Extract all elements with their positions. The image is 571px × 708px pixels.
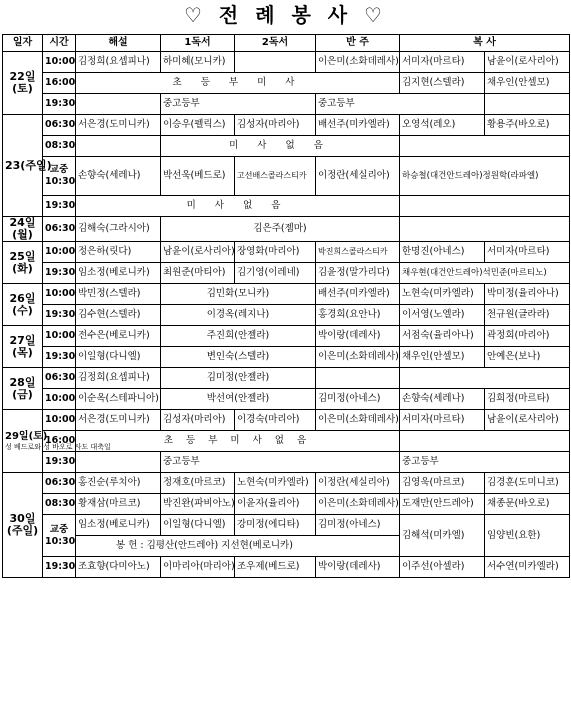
cell: 이은미(소화데레사) xyxy=(316,347,400,368)
cell: 장영화(마리아) xyxy=(235,242,316,263)
table-row xyxy=(3,196,570,217)
cell: 도재만(안드레아) xyxy=(400,494,485,515)
cell: 조효향(다미아노) xyxy=(76,557,161,578)
cell: 노현숙(미카엘라) xyxy=(235,473,316,494)
table-row xyxy=(3,389,570,410)
header-accompaniment: 반 주 xyxy=(316,35,400,52)
cell xyxy=(316,368,400,389)
time-cell: 19:30 xyxy=(43,263,76,284)
cell: 서미자(마르타) xyxy=(485,242,570,263)
cell xyxy=(400,368,570,389)
time-cell: 교중 10:30 xyxy=(43,157,76,196)
merged-cell: 이경옥(레지나) xyxy=(161,305,316,326)
date-cell: 22일 (토) xyxy=(3,52,43,115)
cell: 중고등부 xyxy=(400,452,570,473)
cell: 이정란(세실리아) xyxy=(316,473,400,494)
time-cell: 06:30 xyxy=(43,115,76,136)
cell: 박민정(스텔라) xyxy=(76,284,161,305)
cell xyxy=(76,94,161,115)
cell: 박진희스콜라스티카 xyxy=(316,242,400,263)
cell: 박선욱(베드로) xyxy=(161,157,235,196)
table-row xyxy=(3,242,570,263)
cell: 안예은(보나) xyxy=(485,347,570,368)
merged-cell: 초 등 부 미 사 없 음 xyxy=(76,431,400,452)
cell: 서점숙(율리아나) xyxy=(400,326,485,347)
cell: 이경숙(마리아) xyxy=(235,410,316,431)
feast-note: 성 베드로와 성 바오로 사도 대축일 xyxy=(5,443,111,451)
cell: 홍경희(요안나) xyxy=(316,305,400,326)
cell: 남윤이(로사리아) xyxy=(485,52,570,73)
time-cell: 16:00 xyxy=(43,73,76,94)
header-date: 일자 xyxy=(3,35,43,52)
table-row xyxy=(3,473,570,494)
table-row xyxy=(3,263,570,284)
time-cell: 교중 10:30 xyxy=(43,515,76,557)
merged-cell: 김은주(젬마) xyxy=(161,217,400,242)
cell: 이주선(아셀라) xyxy=(400,557,485,578)
cell: 이일형(다니엘) xyxy=(161,515,235,536)
cell: 김윤정(말가리다) xyxy=(316,263,400,284)
header-reading1: 1독서 xyxy=(161,35,235,52)
cell: 배선주(미카엘라) xyxy=(316,115,400,136)
cell: 김지현(스텔라) xyxy=(400,73,485,94)
merged-cell: 주진희(안젤라) xyxy=(161,326,316,347)
time-cell: 08:30 xyxy=(43,494,76,515)
merged-cell: 변인숙(스텔라) xyxy=(161,347,316,368)
table-row xyxy=(3,136,570,157)
cell: 곽정희(마리아) xyxy=(485,326,570,347)
date-cell: 26일 (수) xyxy=(3,284,43,326)
cell: 한명진(아네스) xyxy=(400,242,485,263)
table-row xyxy=(3,157,570,196)
date-cell: 25일 (화) xyxy=(3,242,43,284)
cell xyxy=(400,196,570,217)
cell: 김성자(마리아) xyxy=(235,115,316,136)
merged-cell: 김미정(안젤라) xyxy=(161,368,316,389)
time-cell: 10:00 xyxy=(43,410,76,431)
table-row xyxy=(3,347,570,368)
time-cell: 08:30 xyxy=(43,136,76,157)
table-row xyxy=(3,452,570,473)
time-cell: 10:00 xyxy=(43,242,76,263)
cell: 채우인(안셀모) xyxy=(485,73,570,94)
date-cell: 27일 (목) xyxy=(3,326,43,368)
date-cell: 23(주일) xyxy=(3,115,43,217)
cell: 서미자(마르타) xyxy=(400,410,485,431)
time-cell: 19:30 xyxy=(43,305,76,326)
cell: 홍진순(루치아) xyxy=(76,473,161,494)
table-row xyxy=(3,305,570,326)
cell: 노현숙(미카엘라) xyxy=(400,284,485,305)
cell: 서은경(도미니카) xyxy=(76,115,161,136)
cell: 임소정(베로니카) xyxy=(76,515,161,536)
merged-cell: 김민화(모니카) xyxy=(161,284,316,305)
cell: 황용주(바오로) xyxy=(485,115,570,136)
merged-cell: 미 사 없 음 xyxy=(76,196,400,217)
cell: 서은경(도미니카) xyxy=(76,410,161,431)
cell: 김해석(미카엘) xyxy=(400,515,485,557)
date-cell: 28일 (금) xyxy=(3,368,43,410)
date-cell: 29일(토) 성 베드로와 성 바오로 사도 대축일 xyxy=(3,410,43,473)
table-row xyxy=(3,410,570,431)
time-cell: 06:30 xyxy=(43,368,76,389)
liturgy-schedule-table xyxy=(2,34,570,578)
date-cell: 24일 (월) xyxy=(3,217,43,242)
cell: 김미정(아네스) xyxy=(316,389,400,410)
cell: 최원준(마티아) xyxy=(161,263,235,284)
cell: 중고등부 xyxy=(161,94,316,115)
table-row xyxy=(3,284,570,305)
time-cell: 19:30 xyxy=(43,196,76,217)
table-row xyxy=(3,368,570,389)
time-cell: 19:30 xyxy=(43,347,76,368)
cell: 손향숙(세레나) xyxy=(400,389,485,410)
time-cell: 19:30 xyxy=(43,452,76,473)
cell: 채종문(바오로) xyxy=(485,494,570,515)
header-row xyxy=(3,35,570,52)
cell: 이윤자(율리아) xyxy=(235,494,316,515)
cell: 중고등부 xyxy=(161,452,400,473)
offertory-cell: 봉 헌 : 김평산(안드레아) 지선현(베로니카) xyxy=(76,536,400,557)
table-row xyxy=(3,115,570,136)
cell: 배선주(미카엘라) xyxy=(316,284,400,305)
header-altar-server: 복 사 xyxy=(400,35,570,52)
cell: 박미정(율리아나) xyxy=(485,284,570,305)
cell: 전수은(베로니카) xyxy=(76,326,161,347)
cell: 정은하(릿다) xyxy=(76,242,161,263)
cell: 김영욱(마르코) xyxy=(400,473,485,494)
cell: 김정희(요셉피나) xyxy=(76,52,161,73)
cell: 이일형(다니엘) xyxy=(76,347,161,368)
cell: 임양빈(요한) xyxy=(485,515,570,557)
cell: 김해숙(그라시아) xyxy=(76,217,161,242)
cell: 정재호(마르코) xyxy=(161,473,235,494)
table-row xyxy=(3,326,570,347)
cell: 박이랑(데레사) xyxy=(316,326,400,347)
cell: 서수연(미카엘라) xyxy=(485,557,570,578)
cell xyxy=(235,52,316,73)
cell: 이은미(소화데레사) xyxy=(316,410,400,431)
cell: 천규원(글라라) xyxy=(485,305,570,326)
time-cell: 19:30 xyxy=(43,557,76,578)
table-row xyxy=(3,94,570,115)
merged-cell: 박선여(안젤라) xyxy=(161,389,316,410)
time-cell: 16:00 xyxy=(43,431,76,452)
page-title: ♡ 전 례 봉 사 ♡ xyxy=(184,3,387,27)
cell: 하승철(대건안드레아)정원학(라파엘) xyxy=(400,157,570,196)
cell: 오영석(레오) xyxy=(400,115,485,136)
cell: 이마리아(마리아) xyxy=(161,557,235,578)
merged-cell: 초 등 부 미 사 xyxy=(76,73,400,94)
cell xyxy=(76,452,161,473)
cell: 남윤이(로사리아) xyxy=(161,242,235,263)
table-row xyxy=(3,515,570,536)
cell: 이은미(소화데레사) xyxy=(316,494,400,515)
cell: 이정란(세실리아) xyxy=(316,157,400,196)
cell: 서미자(마르타) xyxy=(400,52,485,73)
cell: 이순옥(스테파니아) xyxy=(76,389,161,410)
cell: 고선배스콜라스티카 xyxy=(235,157,316,196)
cell: 손향숙(세레나) xyxy=(76,157,161,196)
cell: 채우인(안셀모) xyxy=(400,347,485,368)
cell: 임소정(베로니카) xyxy=(76,263,161,284)
cell: 김정희(요셉피나) xyxy=(76,368,161,389)
cell: 황재삼(마르코) xyxy=(76,494,161,515)
cell xyxy=(400,136,570,157)
cell: 박이랑(데레사) xyxy=(316,557,400,578)
cell: 채우현(대건안드레아)석민준(마르티노) xyxy=(400,263,570,284)
time-cell: 10:00 xyxy=(43,389,76,410)
cell: 김희정(마르타) xyxy=(485,389,570,410)
cell: 하미혜(모니카) xyxy=(161,52,235,73)
time-cell: 10:00 xyxy=(43,52,76,73)
cell: 조우제(베드로) xyxy=(235,557,316,578)
merged-cell: 미 사 없 음 xyxy=(161,136,400,157)
cell: 김수현(스텔라) xyxy=(76,305,161,326)
cell: 이은미(소화데레사) xyxy=(316,52,400,73)
time-cell: 06:30 xyxy=(43,217,76,242)
cell: 중고등부 xyxy=(316,94,485,115)
header-commentary: 해설 xyxy=(76,35,161,52)
cell: 남윤이(로사리아) xyxy=(485,410,570,431)
time-cell: 10:00 xyxy=(43,284,76,305)
cell xyxy=(76,136,161,157)
cell: 강미정(에디타) xyxy=(235,515,316,536)
cell: 이서영(노엘라) xyxy=(400,305,485,326)
header-time: 시간 xyxy=(43,35,76,52)
date-cell: 30일 (주일) xyxy=(3,473,43,578)
time-cell: 06:30 xyxy=(43,473,76,494)
time-cell: 19:30 xyxy=(43,94,76,115)
cell xyxy=(400,217,570,242)
cell: 김경훈(도미니코) xyxy=(485,473,570,494)
time-cell: 10:00 xyxy=(43,326,76,347)
cell: 박진완(파비아노) xyxy=(161,494,235,515)
cell: 김성자(마리아) xyxy=(161,410,235,431)
table-row xyxy=(3,52,570,73)
cell: 이승우(펠릭스) xyxy=(161,115,235,136)
table-row xyxy=(3,73,570,94)
table-row xyxy=(3,494,570,515)
cell xyxy=(400,431,570,452)
table-row xyxy=(3,217,570,242)
cell: 김미정(아네스) xyxy=(316,515,400,536)
header-reading2: 2독서 xyxy=(235,35,316,52)
table-row xyxy=(3,557,570,578)
cell xyxy=(485,94,570,115)
cell: 김기영(이레네) xyxy=(235,263,316,284)
